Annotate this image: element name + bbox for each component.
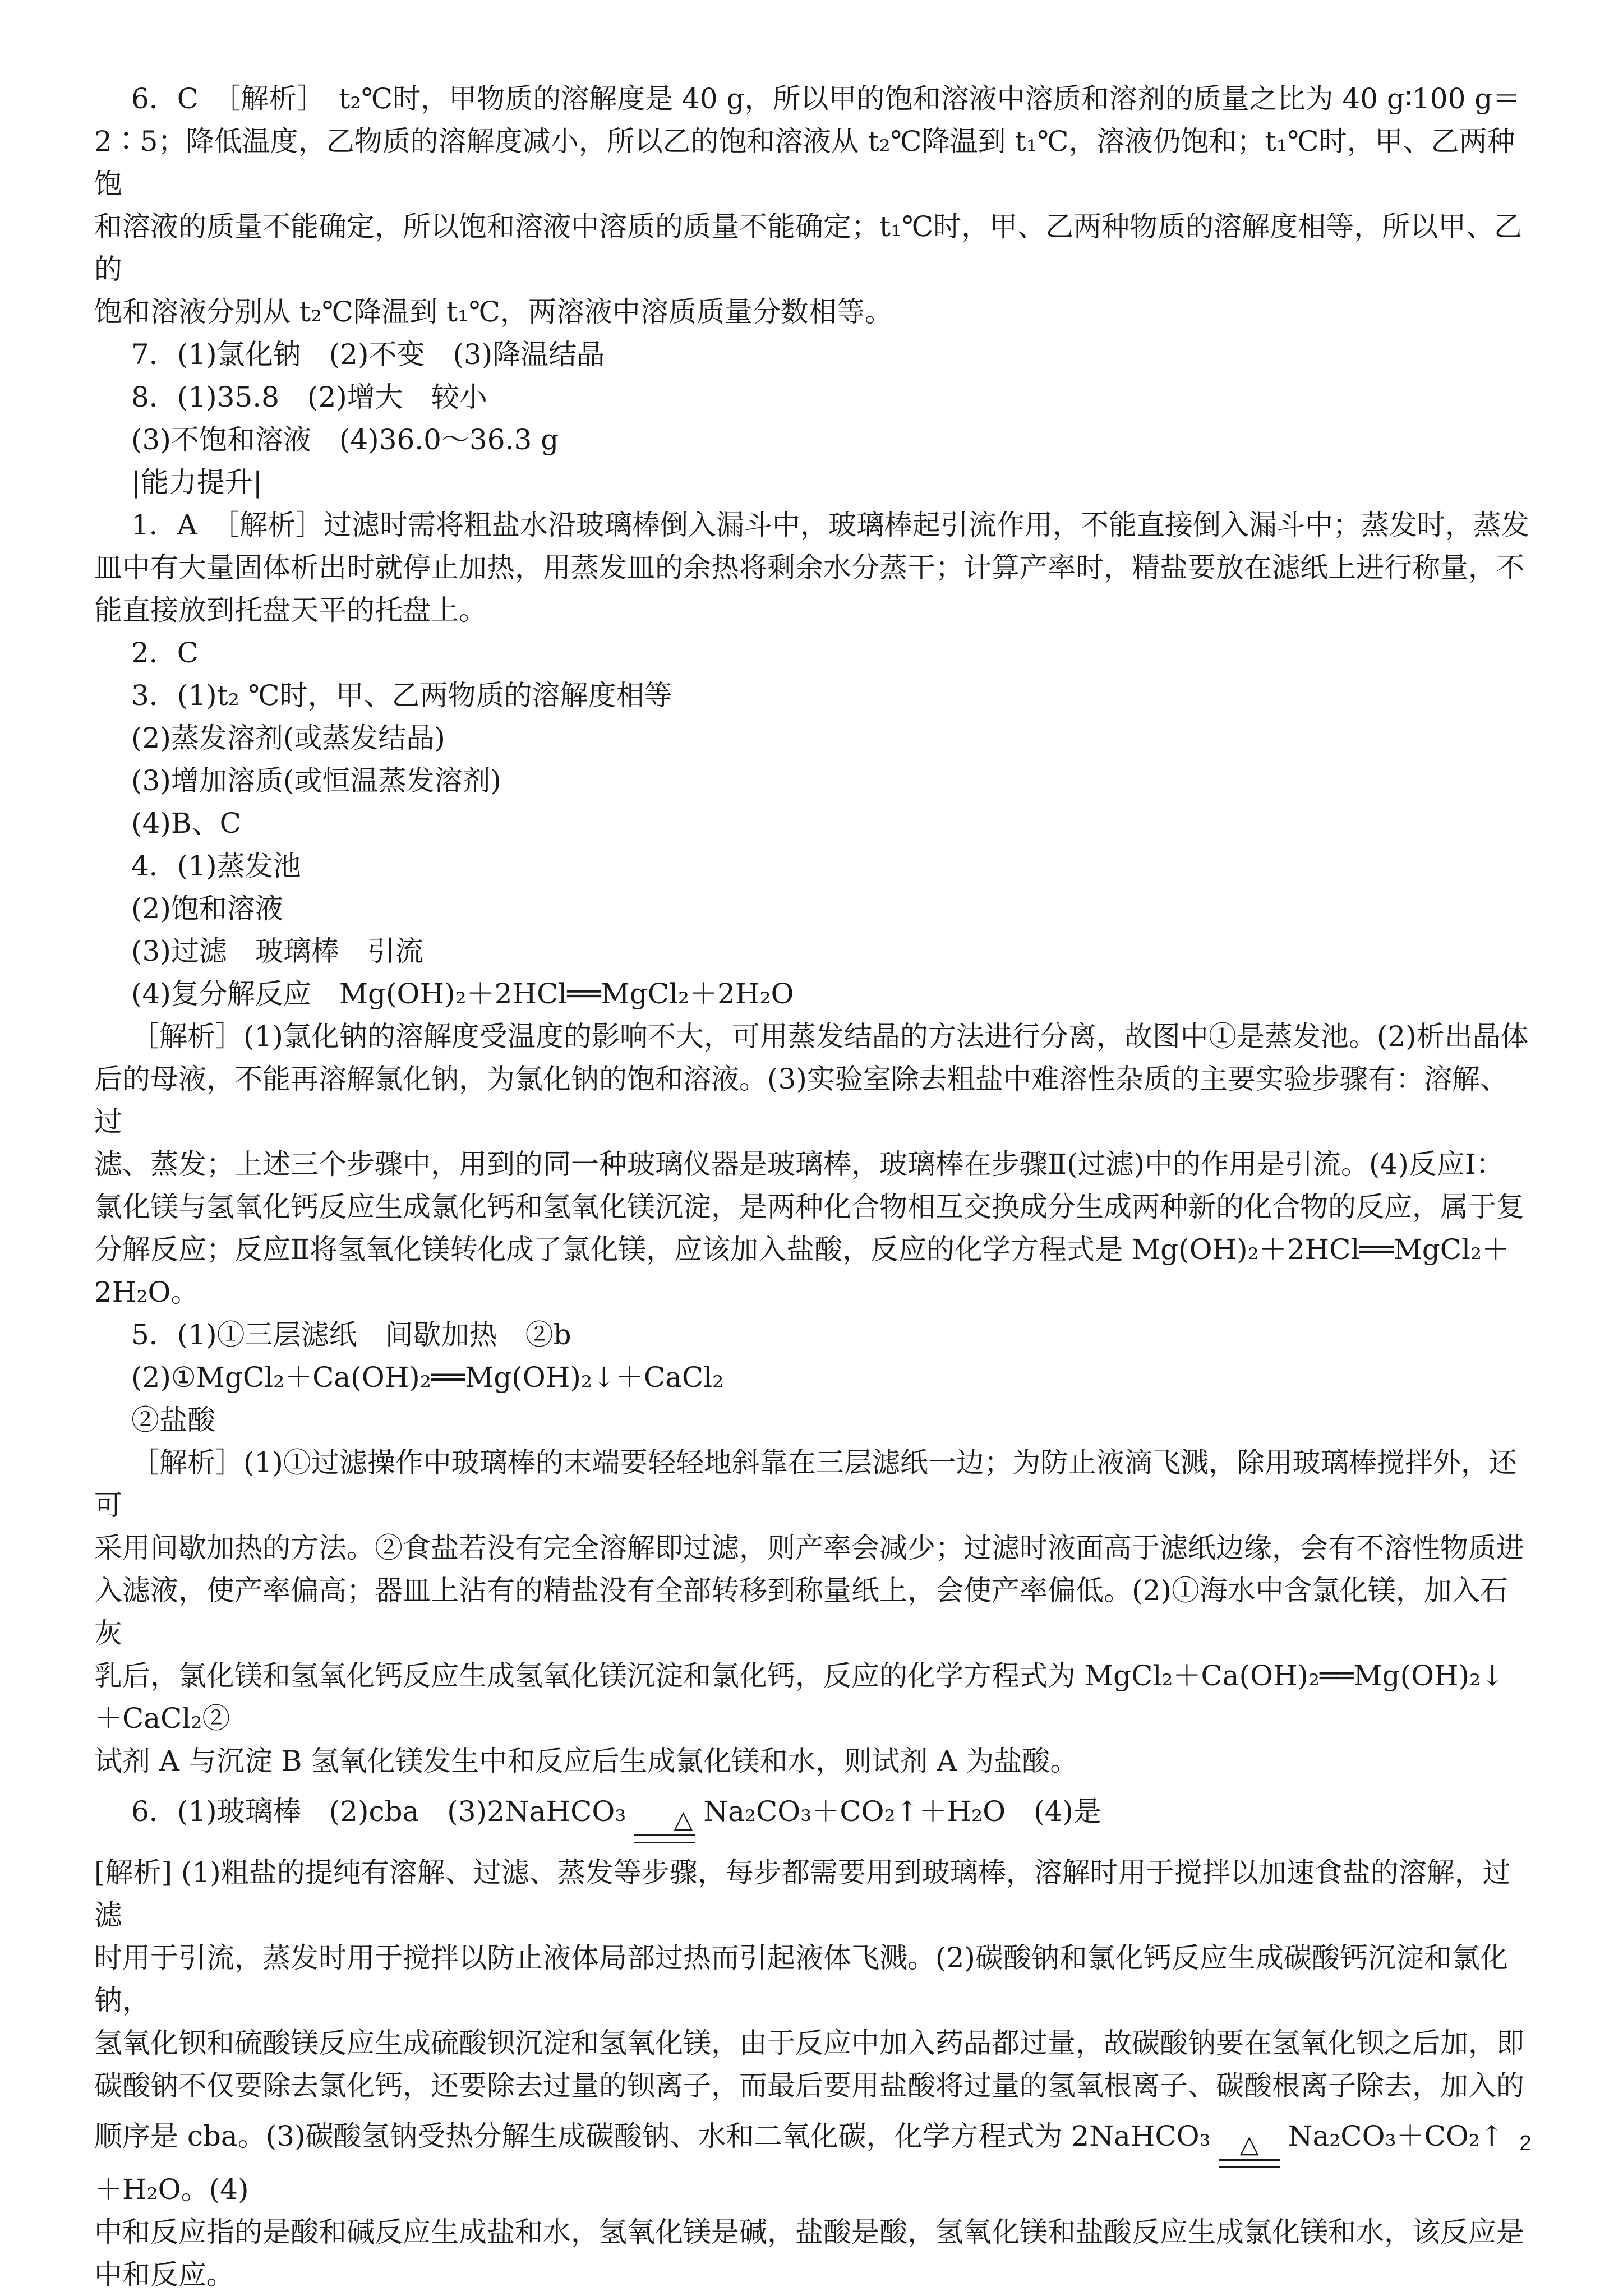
q8-line-2: (3)不饱和溶液 (4)36.0～36.3 g (131, 423, 559, 456)
a5-line-1: 5．(1)①三层滤纸 间歇加热 ②b (131, 1318, 571, 1351)
q6-line-3: 和溶液的质量不能确定，所以饱和溶液中溶质的质量不能确定；t₁℃时，甲、乙两种物质的溶解度相等，所以甲、乙的 (94, 210, 1523, 285)
a4-explain-4: 氯化镁与氢氧化钙反应生成氯化钙和氢氧化镁沉淀，是两种化合物相互交换成分生成两种新的化合物的反应，属于复 (94, 1191, 1524, 1223)
a3-line-1: 3．(1)t₂ ℃时，甲、乙两物质的溶解度相等 (131, 679, 672, 712)
a6-answer-end: Na₂CO₃＋CO₂↑＋H₂O (4)是 (703, 1795, 1101, 1828)
q6-line-1: 6．C ［解析］ t₂℃时，甲物质的溶解度是 40 g，所以甲的饱和溶液中溶质和溶剂的质量之比为 40 g∶100 g＝ (131, 82, 1521, 115)
q7-line: 7．(1)氯化钠 (2)不变 (3)降温结晶 (131, 338, 605, 371)
double-bar (634, 1834, 695, 1843)
a3-line-4: (4)B、C (131, 807, 241, 840)
a1-line-2: 皿中有大量固体析出时就停止加热，用蒸发皿的余热将剩余水分蒸干；计算产率时，精盐要放在滤纸上进行称量，不 (94, 551, 1524, 584)
a4-explain-1: ［解析］(1)氯化钠的溶解度受温度的影响不大，可用蒸发结晶的方法进行分离，故图中①是蒸发池。(2)析出晶体 (131, 1020, 1529, 1053)
a6-explain-6: 中和反应指的是酸和碱反应生成盐和水，氢氧化镁是碱，盐酸是酸，氢氧化镁和盐酸反应生成氯化镁和水，该反应是 (94, 2216, 1524, 2248)
a5-explain-4: 乳后，氯化镁和氢氧化钙反应生成氢氧化镁沉淀和氯化钙，反应的化学方程式为 MgCl₂＋Ca(OH)₂══Mg(OH)₂↓＋CaCl₂② (94, 1659, 1505, 1735)
a4-line-2: (2)饱和溶液 (131, 892, 283, 925)
a4-explain-5: 分解反应；反应Ⅱ将氢氧化镁转化成了氯化镁，应该加入盐酸，反应的化学方程式是 Mg(OH)₂＋2HCl══MgCl₂＋2H₂O。 (94, 1233, 1510, 1308)
a6-explain-7: 中和反应。 (94, 2258, 234, 2291)
heating-equals-sign (634, 1805, 695, 1843)
a1-line-1: 1．A ［解析］过滤时需将粗盐水沿玻璃棒倒入漏斗中，玻璃棒起引流作用，不能直接倒入漏斗中；蒸发时，蒸发 (131, 509, 1529, 541)
triangle-heat-icon-2: △ (1239, 2130, 1259, 2159)
a5-line-3: ②盐酸 (131, 1404, 215, 1436)
a5-explain-5: 试剂 A 与沉淀 B 氢氧化镁发生中和反应后生成氯化镁和水，则试剂 A 为盐酸。 (94, 1745, 1078, 1777)
a2-line: 2．C (131, 637, 199, 669)
q6-line-4: 饱和溶液分别从 t₂℃降温到 t₁℃，两溶液中溶质质量分数相等。 (94, 296, 893, 328)
a4-line-4: (4)复分解反应 Mg(OH)₂＋2HCl══MgCl₂＋2H₂O (131, 978, 794, 1010)
a6-explain-5 (94, 2115, 1530, 2211)
triangle-heat-icon: △ (674, 1805, 693, 1834)
a5-line-2: (2)①MgCl₂＋Ca(OH)₂══Mg(OH)₂↓＋CaCl₂ (131, 1361, 724, 1394)
page-number: 2 (1519, 2132, 1532, 2155)
a1-line-3: 能直接放到托盘天平的托盘上。 (94, 594, 487, 626)
a4-line-1: 4．(1)蒸发池 (131, 850, 301, 882)
a5-explain-1: ［解析］(1)①过滤操作中玻璃棒的末端要轻轻地斜靠在三层滤纸一边；为防止液滴飞溅，除用玻璃棒搅拌外，还可 (94, 1446, 1517, 1522)
a6-explain-5-end: Na₂CO₃＋CO₂↑＋H₂O。(4) (94, 2120, 1504, 2206)
q6-line-2: 2∶5；降低温度，乙物质的溶解度减小，所以乙的饱和溶液从 t₂℃降温到 t₁℃，溶液仍饱和；t₁℃时，甲、乙两种饱 (94, 125, 1515, 200)
a6-line-1 (94, 1790, 1530, 1843)
a6-answer-start: 6．(1)玻璃棒 (2)cba (3)2NaHCO₃ (131, 1795, 626, 1828)
a5-explain-3: 入滤液，使产率偏高；器皿上沾有的精盐没有全部转移到称量纸上，会使产率偏低。(2)①海水中含氯化镁，加入石灰 (94, 1574, 1508, 1649)
a4-explain-2: 后的母液，不能再溶解氯化钠，为氯化钠的饱和溶液。(3)实验室除去粗盐中难溶性杂质的主要实验步骤有：溶解、过 (94, 1063, 1508, 1138)
a6-explain-2: 时用于引流，蒸发时用于搅拌以防止液体局部过热而引起液体飞溅。(2)碳酸钠和氯化钙反应生成碳酸钙沉淀和氯化钠， (94, 1942, 1508, 2017)
a6-explain-3: 氢氧化钡和硫酸镁反应生成硫酸钡沉淀和氢氧化镁，由于反应中加入药品都过量，故碳酸钠要在氢氧化钡之后加，即 (94, 2027, 1524, 2059)
a3-line-2: (2)蒸发溶剂(或蒸发结晶) (131, 722, 445, 754)
answer-key-body (94, 77, 1530, 2296)
section-heading: |能力提升| (131, 466, 262, 499)
a6-explain-4: 碳酸钠不仅要除去氯化钙，还要除去过量的钡离子，而最后要用盐酸将过量的氢氧根离子、碳酸根离子除去，加入的 (94, 2069, 1524, 2102)
q8-line-1: 8．(1)35.8 (2)增大 较小 (131, 381, 487, 413)
a4-explain-3: 滤、蒸发；上述三个步骤中，用到的同一种玻璃仪器是玻璃棒，玻璃棒在步骤Ⅱ(过滤)中的作用是引流。(4)反应Ⅰ： (94, 1148, 1504, 1181)
a6-explain-1: [解析] (1)粗盐的提纯有溶解、过滤、蒸发等步骤，每步都需要用到玻璃棒，溶解时用于搅拌以加速食盐的溶解，过滤 (94, 1856, 1511, 1931)
double-bar-2 (1219, 2159, 1280, 2168)
heating-equals-sign-2 (1219, 2132, 1280, 2168)
a4-line-3: (3)过滤 玻璃棒 引流 (131, 935, 423, 967)
a3-line-3: (3)增加溶质(或恒温蒸发溶剂) (131, 764, 501, 797)
a6-explain-5-start: 顺序是 cba。(3)碳酸氢钠受热分解生成碳酸钠、水和二氧化碳，化学方程式为 2NaHCO₃ (94, 2120, 1211, 2152)
a5-explain-2: 采用间歇加热的方法。②食盐若没有完全溶解即过滤，则产率会减少；过滤时液面高于滤纸边缘，会有不溶性物质进 (94, 1532, 1524, 1564)
